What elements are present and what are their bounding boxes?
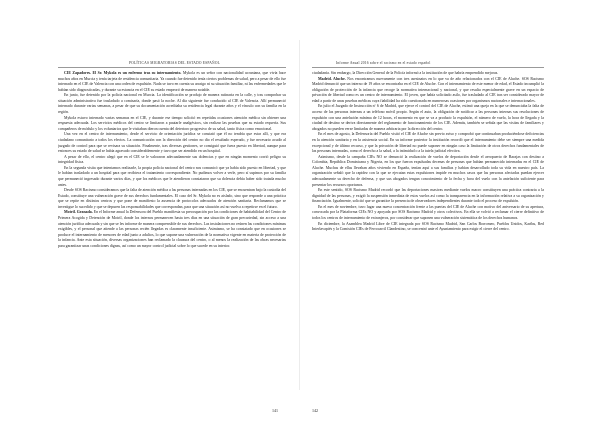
paragraph-lead: CIE Zapadores. El Sr. Mykola es un enfermo tras su internamiento. <box>64 71 182 75</box>
right-page <box>300 0 600 424</box>
paragraph-text: En la segunda visita que intentamos realizarle, la propia policía nacional del centro nos comunicó que ya había sido puesto en libertad, y que le habían trasladado a un hospital para que recibiera el tratamiento correspondiente. No pudimos volver a verle, pero sí supimos por su familia que permaneció ingresado durante varios días, y que los médicos que le atendieron constataron que su dolencia debía haber sido tratada mucho antes. <box>58 165 286 187</box>
paragraph <box>58 210 286 249</box>
paragraph <box>312 132 544 154</box>
paragraph-lead: Madrid. Aluche. <box>318 76 346 81</box>
paragraph <box>58 155 286 166</box>
paragraph-text: Una vez en el centro de internamiento, desde el servicio de orientación jurídica se constató que él no tendría que estar allí, y que era ciudadano comunitario a todos los efectos. La comunicación con la dirección del centro no dio el resultado esperado, y fue necesario acudir al juzgado de control para que se revisara su situación. Finalmente, tras diversas gestiones, se consiguió que fuera puesto en libertad, aunque para entonces su estado de salud se había agravado considerablemente y tuvo que ser atendido en un hospital. <box>58 132 286 154</box>
paragraph-text: A pesar de ello, el centro alegó que en el CIE se le valoraron adecuadamente sus dolencias y que en ningún momento corrió peligro su integridad física. <box>58 154 286 165</box>
right-text-column <box>312 71 544 411</box>
paragraph <box>312 155 544 188</box>
paragraph-text: En junio, fue detenido por la policía nacional en Murcia. La identificación se produjo de manera rutinaria en la calle, y tras comprobar su situación administrativa fue trasladado a comisaría, donde pasó la noche. Al día siguiente fue conducido al CIE de Valencia. Allí permaneció internado durante varias semanas, a pesar de que su documentación acreditaba su residencia legal durante años y el vínculo con su familia en la región. <box>58 93 286 115</box>
left-text-column <box>58 71 286 411</box>
right-page-number: 142 <box>312 408 318 413</box>
paragraph <box>312 205 544 222</box>
paragraph <box>58 71 286 93</box>
paragraph-text: Desde SOS Racismo consideramos que la falta de atención médica a las personas internadas en los CIE, que se encuentran bajo la custodia del Estado, constituye una vulneración grave de sus derechos fundamentales. El caso del Sr. Mykola no es aislado, sino que responde a una práctica que se repite en distintos centros y que pone de manifiesto la ausencia de protocolos adecuados de atención sanitaria. Reclamamos que se investigue lo sucedido y que se depuren las responsabilidades que correspondan, para que una situación así no vuelva a repetirse en el futuro. <box>58 188 286 209</box>
paragraph <box>312 188 544 205</box>
paragraph <box>58 116 286 133</box>
paragraph-text: Asimismo, desde la campaña CIEs NO se denunció la realización de vuelos de deportación desde el aeropuerto de Barajas con destino a Colombia, República Dominicana y Nigeria, en los que fueron expulsadas decenas de personas que habían permanecido internadas en el CIE de Aluche. Muchas de ellas llevaban años viviendo en España, tenían aquí a sus familias y habían desarrollado toda su vida en nuestro país. La organización señaló que la rapidez con la que se ejecutan estas expulsiones impide en muchos casos que las personas afectadas puedan ejercer adecuadamente su derecho de defensa, y que sus abogados tengan conocimiento de la fecha y hora del vuelo con la antelación suficiente para presentar los recursos oportunos. <box>312 154 544 187</box>
paragraph-text: En diciembre, la Asamblea Madrid Libre de CIE integrada por SOS Racismo Madrid, San Carlos Borromeo, Pueblos Unidos, Karibu, Red Interlavapiés y la Comisión CIEs de Ferrocarril Clandestino, se concentró ante el Ayuntamiento para exigir el cierre del centro. <box>312 221 544 232</box>
paragraph-text: Mykola es un señor con nacionalidad ucraniana, que vivía hace muchos años en Murcia y tenía tarjeta de residencia comunitaria. Ya cuando fue detenido tenía ciertos problemas de salud, pero a pesar de ello fue internado en el CIE de Valencia con una orden de expulsión. Nada se tuvo en cuenta su arraigo ni su situación familiar, ni las enfermedades que le habían sido diagnosticadas, y durante su estancia en el CIE su estado empeoró de manera notable. <box>58 71 286 92</box>
paragraph-lead: Motril. Granada. <box>64 210 93 215</box>
left-page-number: 141 <box>272 408 278 413</box>
right-running-head: Informe Anual 2016 sobre el racismo en el estado español <box>336 61 431 65</box>
paragraph <box>312 222 544 233</box>
paragraph-text: En este sentido, SOS Racismo Madrid recordó que las deportaciones masivas mediante vuelos macro constituyen una práctica contraria a la dignidad de las personas, y exigió la suspensión inmediata de estos vuelos así como la transparencia en la información relativa a su organización y financiación. Igualmente, solicitó que se garantice la presencia de observadores independientes durante todo el proceso de expulsión. <box>312 188 544 204</box>
paragraph <box>58 132 286 154</box>
paragraph <box>312 104 544 132</box>
paragraph-text: Nos encontramos nuevamente con tres asesinatos en lo que va de año relacionados con el CIE de Aluche. SOS Racismo Madrid denunció que un interno de 19 años se encontraba en el CIE de Aluche. Con el internamiento de este menor de edad, el Estado incumplió la obligación de protección de la infancia que recoge la normativa internacional y nacional, y que resulta especialmente grave en un espacio de privación de libertad como es un centro de internamiento. El joven, que había solicitado asilo, fue trasladado al CIE tras ser considerado mayor de edad a partir de unas pruebas médicas cuya fiabilidad ha sido cuestionada en numerosas ocasiones por organismos nacionales e internacionales. <box>312 76 544 103</box>
left-running-head: POLÍTICAS MIGRATORIAS DEL ESTADO ESPAÑOL <box>128 61 221 65</box>
paragraph <box>58 93 286 115</box>
paragraph-text: En el Informe anual la Defensora del Pueblo manifiesta su preocupación por las condiciones de habitabilidad del Centro de Primera Acogida y Detención de Motril, donde los internos permanecen hasta tres días en una situación de gran precariedad, sin acceso a una atención jurídica adecuada y sin que se les informe de manera comprensible de sus derechos. Las instalaciones no reúnen las condiciones mínimas exigibles, y el personal que atiende a las personas recién llegadas es claramente insuficiente. Asimismo, se ha constatado que en ocasiones se produce el internamiento de menores de edad junto a adultos, lo que supone una vulneración de la normativa vigente en materia de protección de la infancia. Ante esta situación, diversas organizaciones han reclamado la clausura del centro, o al menos la realización de las obras necesarias para garantizar unas condiciones dignas, así como un mayor control judicial sobre lo que sucede en su interior. <box>58 210 286 248</box>
paragraph-text: En el mes de agosto, la Defensoría del Pueblo visitó el CIE de Aluche sin previo aviso y comprobó que continuaban produciéndose deficiencias en la atención sanitaria y en la asistencia social. En su informe posterior la institución recordó que el internamiento debe ser siempre una medida excepcional y de último recurso, y que la privación de libertad no puede suponer en ningún caso la limitación de otros derechos fundamentales de las personas internadas, como el derecho a la salud, a la intimidad o a la tutela judicial efectiva. <box>312 132 544 154</box>
paragraph-text: Mykola estuvo internado varias semanas en el CIE, y durante ese tiempo solicitó en repetidas ocasiones atención médica sin obtener una respuesta adecuada. Los servicios médicos del centro se limitaron a pautarle analgésicos, sin realizar las pruebas que su estado requería. Sus compañeros de módulo y los voluntarios que le visitaban dieron cuenta del deterioro progresivo de su salud, tanto física como emocional. <box>58 115 286 131</box>
paragraph-text: En el mes de noviembre, tuvo lugar una nueva concentración frente a las puertas del CIE de Aluche con motivo del aniversario de su apertura, convocada por la Plataforma CIEs NO y apoyada por SOS Racismo Madrid y otros colectivos. En ella se volvió a reclamar el cierre definitivo de todos los centros de internamiento de extranjeros, por considerar que suponen una vulneración sistemática de los derechos humanos. <box>312 204 544 221</box>
paragraph <box>58 166 286 188</box>
paragraph <box>58 188 286 210</box>
paragraph <box>312 77 544 105</box>
paragraph-text: En julio el Juzgado de Instrucción nº 6 de Madrid, que ejerce el control del CIE de Aluche, estimó una queja en la que se denunciaba la falta de acceso de las personas internas a un teléfono móvil propio. Según el auto, la obligación de notificar a las personas internas sus resoluciones de expulsión con una antelación mínima de 12 horas, el momento en que se va a producir la expulsión, el número de vuelo, la hora de llegada y la ciudad de destino se deriva directamente del reglamento de funcionamiento de los CIE. Además, también se señala que las visitas de familiares y abogados no pueden verse limitadas de manera arbitraria por la dirección del centro. <box>312 104 544 131</box>
paragraph-text: ciudadanía. Sin embargo, la Dirección General de la Policía informó a la institución de que habría emprendido mejoras. <box>312 71 499 75</box>
